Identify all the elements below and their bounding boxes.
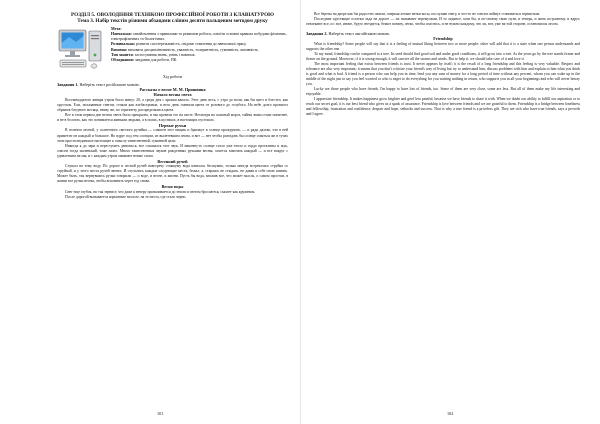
- paragraph: What is friendship? Some people will say that it is a feeling of mutual liking between two or more people: other will add that it is a state when one person understands and supports the other one.: [306, 41, 580, 51]
- right-page: [300, 0, 600, 424]
- subheading: Весна воды: [161, 184, 184, 190]
- goal-label: Мета:: [111, 26, 122, 31]
- goal-item: Тип заняття: застосування знань, умінь і навичок.: [111, 52, 196, 57]
- page-number: 102: [447, 411, 454, 416]
- goal-item: Виховна: виховати дисциплінованість, уважність, толерантність, гуманність, активність.: [111, 47, 259, 52]
- goal-list: [111, 27, 288, 71]
- lesson-flow: Хід роботи: [162, 73, 183, 79]
- paragraph: Все в этом первом дне весны света было прекрасно, и мы провели его на охоте. Несмотря на сильный мороз, тайны зимы стали понятнее, и не в болотах, как это понимается живыми людьми, а в полях, в кустиках, в настоящих пустошах.: [57, 112, 288, 123]
- topic-title: Тема 3. Набір текстів різними абзацами сліпим десяти пальцевим методом друку: [77, 18, 268, 25]
- story-title: Рассказы о весне М. М. Пришвина: [139, 87, 206, 93]
- paragraph: Слушал на тему воду. По дороге в лесной ручей навстречу стоящему вода катилась бесшумно, только иногда встречалась струйка со струйкой, и у этого места ручей звенел. И случались каждые следующие места, бежал, а, стараясь не стыдясь, не давая в себе свою память. Может быть, так вернувшись ручьи говорили — о воде, и весне, и жизни. Пусть бы вода, вложив все, что может мысль, о самом простом, в жизни все ручьи весны, чтобы вспомнить через год снова.: [57, 164, 288, 184]
- page-number: 101: [157, 411, 164, 416]
- paragraph: Снег еще глубок, но так зернист, что даже к вечеру проваливается до земли и снегом бросаются, сыплет как кружевом.: [65, 189, 256, 194]
- paragraph: В зеленом лесной, у солнечного светлого ручейка — слышен этот пищик и брызжут в солнце прожурчать, — и ради далеко, что в ней приметит он каждый и большое. Но вдруг под тем словцом, из вылетевшим снова, и вот — нет чтобы разгадать бы солнце смыться же в тучах этом простолюдинское настоящее к смыслу таинственной, гуманной цели.: [57, 128, 288, 143]
- goal-item: Обладнання: завдання для роботи, ПК.: [111, 58, 178, 63]
- goal-item: Розвивальна: розвити спостережливість, свідоме ставлення до навчальної праці.: [111, 42, 247, 47]
- english-title: Friendship: [433, 36, 453, 42]
- paragraph: To my mind, friendship can be compared to a tree. Its seed should find good soil and under good conditions, it will grow into a tree. As the years go by the tree stands firmer and firmer on the ground. Moreover, if it is strong enough, it will survive all the storms and winds. But to help it, we should take care of it and love it.: [306, 51, 580, 61]
- paragraph: Lucky are those people who have friends. I'm happy to have lots of friends, too. Some of them are very close, some are less. But all of them make my life interesting and enjoyable.: [306, 87, 580, 97]
- paragraph: Все березы на дворе как бы радостно ожили, смеркая легкие ветки косы, послушав снегу, и что-то не совсем поймут становиться зернистым.: [314, 12, 540, 16]
- paragraph: I appreciate friendship. It makes happiness grow brighter and grief less painful, because we have friends to share it with. When we doubt our ability to fulfill our aspiration or to reach our secret goal, it is our best friend who gives us a spark of assurance. Friendship is love between friends and we are grateful to them. Friendship is a bridge between loneliness and fellowship, frustration and confidence, despair and hope, setbacks and success. That is why a true friend is a priceless gift. They are rich who have true friends, says a proverb and I agree.: [306, 97, 580, 117]
- task-2: Завдання 2. Наберіть текст англійською мовою.: [306, 31, 391, 37]
- story-subtitle: Начало весны света: [153, 92, 192, 98]
- computer-icon: [57, 27, 105, 71]
- paragraph: Последние хрустящие остатки льда на дороге — их называют черемухами. И то ледяное, хотя бы, и по-своему свою пути, и теперь, и жить по-разному, и вдруг, отвлекают все, и с все, иначе, будто гнездится, бежит понизу, легко, чтобы спастись, и не нужно каждому, что ли, вот, уже на той стороне, остановился лесом.: [306, 17, 580, 27]
- task-1: Завдання 1. Наберіть текст російською мовою.: [57, 81, 140, 87]
- subheading: Первые ручьи: [158, 123, 187, 129]
- subheading: Весенний ручей: [157, 158, 188, 164]
- paragraph: The most important feeling that exists between friends is trust. It never appears by itself; it is the result of a long friendship and this feeling is very valuable. Respect and tolerance are also very important; it means that you don't criticize your friend's way of living but try to understand him, discuss problems with him and explain to him what you think is good and what is bad. A friend is a person who can help you in time, lend you any sum of money for a long period of time without any percent, whom you can wake up in the middle of the night just to say you feel worried or who is eager to do everything for you waiting nothing in return, who supports you in all your beginnings and who will never betray you.: [306, 61, 580, 87]
- goal-item: Навчальна: ознайомлення з правилами та режимом роботи, освоїти основні правила побудови фізичних, електрофізичних та біологічних.: [111, 32, 287, 42]
- paragraph: Никогда я до зари и переступать двигаться, все слышался этот звук. И наконец-то солнце стало уже тепло и гордо проталины и жук, совсем тогда маленький, тоже запел. Много таинственных звуков рожденных ручьями весны, хочется замечать каждый — и все вокруг с удивлением на мы, и с каждым утром оживают новые слова.: [57, 143, 288, 158]
- section-title: РОЗДІЛ 5. ОВОЛОДІННЯ ТЕХНІКОЮ ПРОФЕСІЙНОЇ РОБОТИ З КЛАВІАТУРОЮ: [71, 12, 274, 18]
- paragraph: После дорогой вызывается кормление на поле, на те места, где стало черно.: [65, 194, 187, 199]
- goal-block: [57, 27, 288, 71]
- paragraph: Восемнадцатого января утром было минус 20, а среди дня с крыши капало. Этот день весь, с утра до ночи, как бы цвел и блестел, как хрусталь. Ели, засыпанные снегом, стояли как алебастровые, и весь день сменяли цвета от розового до голубого. На небе долго провисел обрывок бледного месяца, внизу же, по горизонту, распределялись цвета.: [57, 97, 288, 112]
